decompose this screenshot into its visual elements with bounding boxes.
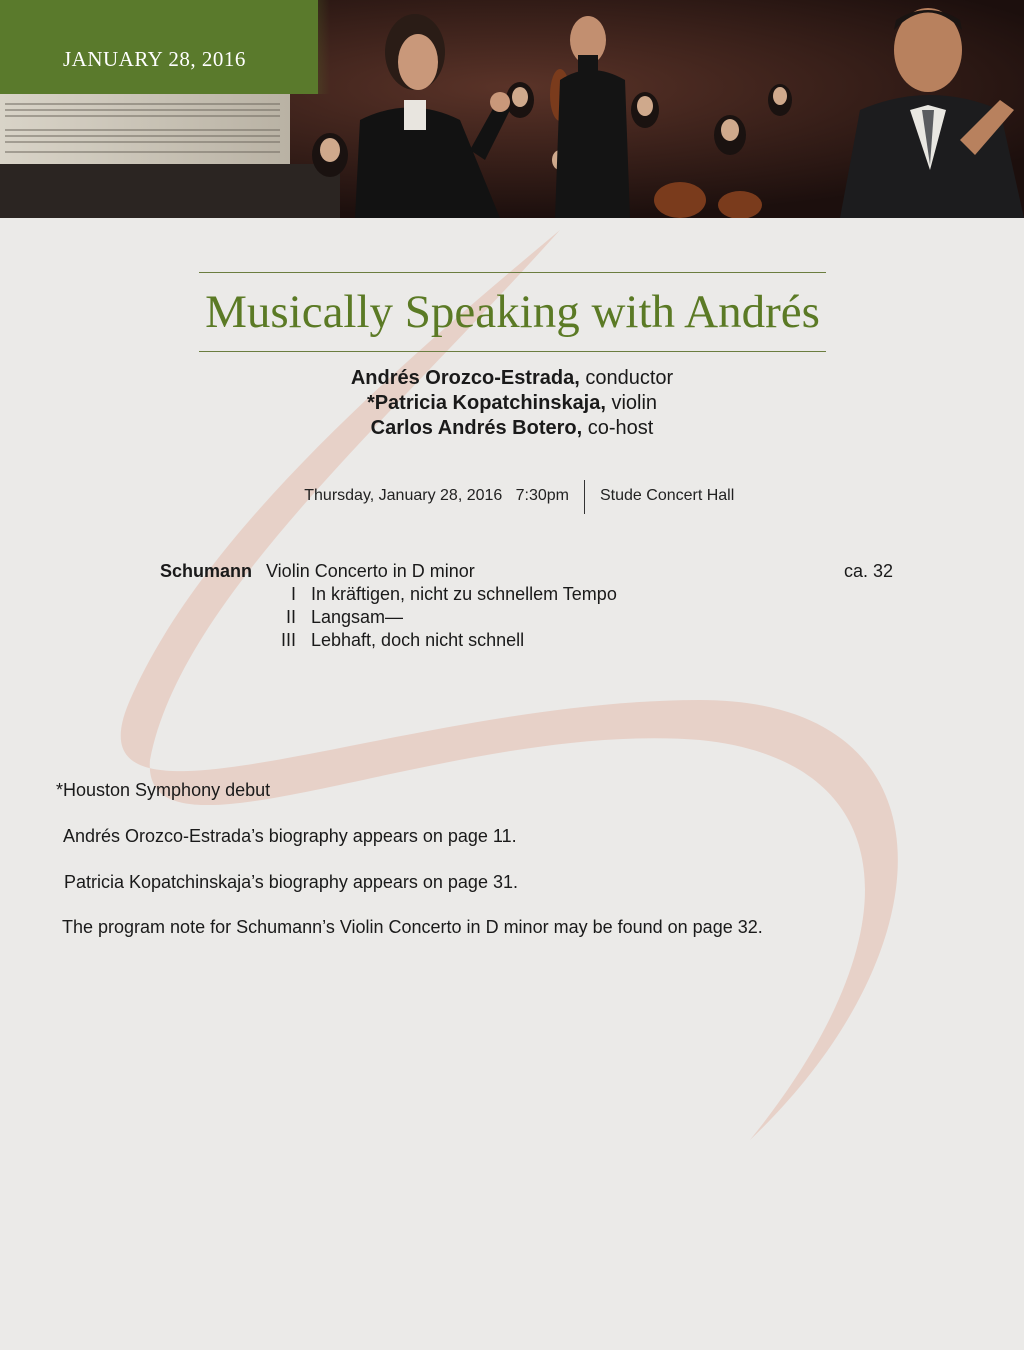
- performer-list: [0, 366, 1024, 441]
- performer-name: Carlos Andrés Botero,: [370, 417, 583, 439]
- movement-title: Langsam—: [311, 607, 404, 627]
- bio-note: Patricia Kopatchinskaja’s biography appears on page 31.: [64, 872, 518, 892]
- header-date: JANUARY 28, 2016: [63, 47, 246, 71]
- event-venue: Stude Concert Hall: [600, 487, 735, 504]
- page-title: Musically Speaking with Andrés: [205, 286, 820, 338]
- performer-line: [0, 391, 1024, 416]
- movement-number: I: [290, 584, 296, 604]
- event-datetime: Thursday, January 28, 2016 7:30pm: [304, 487, 569, 504]
- composer: Schumann: [160, 561, 253, 581]
- movement-title: In kräftigen, nicht zu schnellem Tempo: [311, 584, 617, 604]
- performer-role: conductor: [579, 367, 674, 389]
- bottom-rule: [199, 351, 826, 352]
- header-banner: [0, 0, 1024, 218]
- movement-number: III: [280, 630, 296, 650]
- movement-title: Lebhaft, doch nicht schnell: [311, 630, 525, 650]
- performer-role: co-host: [582, 417, 654, 439]
- work-duration: ca. 32: [843, 561, 893, 581]
- program-note: The program note for Schumann’s Violin Concerto in D minor may be found on page 32.: [62, 917, 763, 937]
- performer-role: violin: [605, 392, 658, 414]
- performer-name: *Patricia Kopatchinskaja,: [366, 392, 606, 414]
- performer-name: Andrés Orozco-Estrada,: [350, 367, 580, 389]
- event-info: [0, 480, 1024, 514]
- performer-line: [0, 416, 1024, 441]
- performer-line: [0, 366, 1024, 391]
- event-divider: [584, 480, 585, 514]
- debut-note: *Houston Symphony debut: [56, 780, 271, 800]
- bio-note: Andrés Orozco-Estrada’s biography appears on page 11.: [63, 826, 517, 846]
- movement-number: II: [285, 607, 296, 627]
- title-block: [199, 272, 826, 352]
- work-title: Violin Concerto in D minor: [266, 561, 475, 581]
